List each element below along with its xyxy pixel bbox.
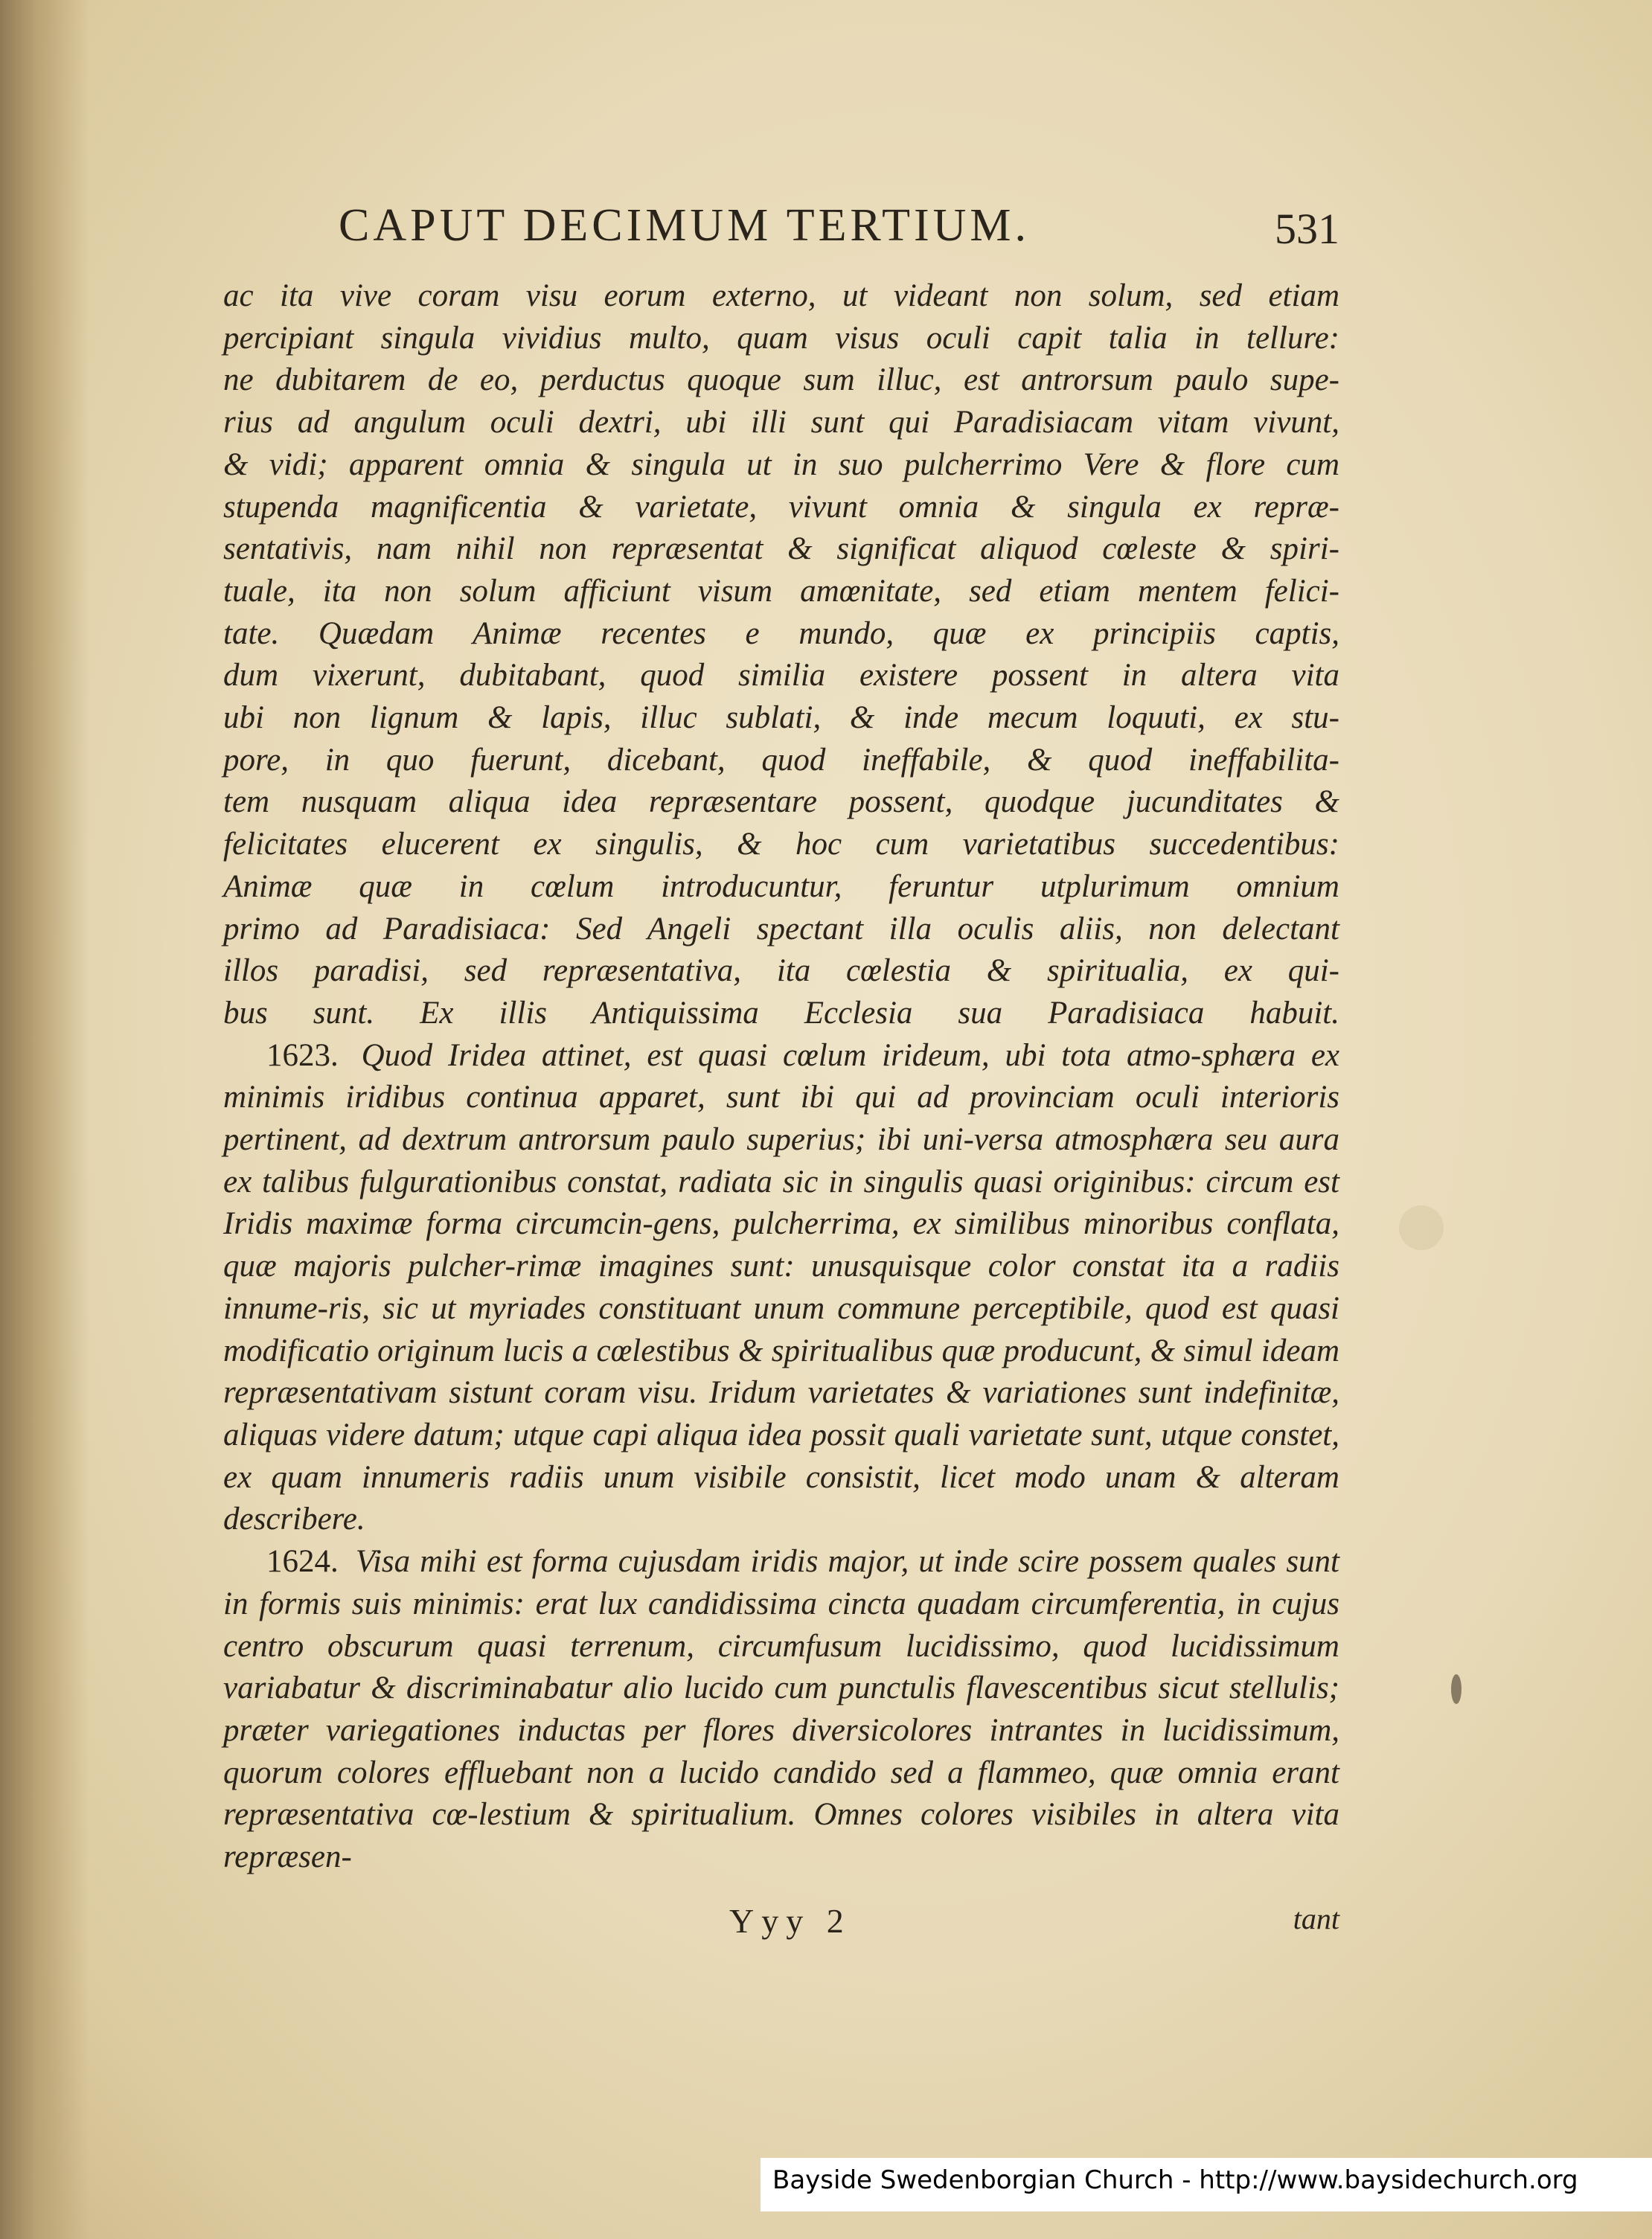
page-header [339,199,1339,259]
text-line: ubi non lignum & lapis, illuc sublati, & inde mecum loquuti, ex stu- [223,700,1339,736]
page-number: 531 [1275,205,1339,253]
text-line: Animæ quæ in cœlum introducuntur, feruntur utplurimum omnium [223,868,1339,904]
catchword: tant [1293,1902,1339,1935]
watermark-text: Bayside Swedenborgian Church - http://www.baysidechurch.org [772,2165,1578,2195]
text-line: pore, in quo fuerunt, dicebant, quod ineffabile, & quod ineffabilita- [223,742,1339,778]
paragraph-continued [223,275,1339,1035]
signature-mark: Yyy 2 [729,1902,851,1940]
text-line: tuale, ita non solum afficiunt visum amœnitate, sed etiam mentem felici- [223,573,1339,609]
text-line: illos paradisi, sed repræsentativa, ita cœlestia & spiritualia, ex qui- [223,953,1339,989]
section-number: 1623. [266,1037,339,1073]
text-line: sentativis, nam nihil non repræsentat & significat aliquod cœleste & spiri- [223,531,1339,567]
text-line: stupenda magnificentia & varietate, vivunt omnia & singula ex repræ- [223,489,1339,525]
body-text [223,275,1339,1879]
text-line: percipiant singula vividius multo, quam visus oculi capit talia in tellure: [223,320,1339,356]
paper-stain [1399,1205,1444,1250]
watermark-banner [761,2158,1652,2211]
text-line: & vidi; apparent omnia & singula ut in suo pulcherrimo Vere & flore cum [223,446,1339,482]
section-number: 1624. [266,1544,339,1580]
ink-mark [1451,1674,1461,1704]
section-1623 [223,1035,1339,1541]
text-line: primo ad Paradisiaca: Sed Angeli spectant illa oculis aliis, non delectant [223,911,1339,946]
text-line: bus sunt. Ex illis Antiquissima Ecclesia sua Paradisiaca habuit. [223,995,1339,1031]
text-line: ac ita vive coram visu eorum externo, ut videant non solum, sed etiam [223,278,1339,313]
text-line: ne dubitarem de eo, perductus quoque sum illuc, est antrorsum paulo supe- [223,362,1339,398]
book-gutter-shadow [0,0,89,2239]
section-text: Quod Iridea attinet, est quasi cœlum irideum, ubi tota atmo-sphæra ex minimis iridibus continua apparet, sunt ibi qui ad provinciam oculi interioris pertinent, ad dextrum antrorsum paulo superius; ibi uni-versa atmosphæra seu aura ex talibus fulgurationibus constat, radiata sic in singulis quasi originibus: circum est Iridis maximæ forma circumcin-gens, pulcherrima, ex similibus minoribus conflata, quæ majoris pulcher-rimæ imagines sunt: unusquisque color constat ita a radiis innume-ris, sic ut myriades constituant unum commune perceptibile, quod est quasi modificatio originum lucis a cœlestibus & spiritualibus quæ producunt, & simul ideam repræsentativam sistunt coram visu. Iridum varietates & variationes sunt indefinitæ, aliquas videre datum; utque capi aliqua idea possit quali varietate sunt, utque constet, ex quam innumeris radiis unum visibile consistit, licet modo unam & alteram describere. [223,1037,1339,1537]
text-line: felicitates elucerent ex singulis, & hoc cum varietatibus succedentibus: [223,827,1339,862]
text-line: rius ad angulum oculi dextri, ubi illi sunt qui Paradisiacam vitam vivunt, [223,405,1339,441]
section-1624 [223,1541,1339,1879]
text-line: dum vixerunt, dubitabant, quod similia existere possent in altera vita [223,658,1339,694]
text-line: tem nusquam aliqua idea repræsentare possent, quodque jucunditates & [223,784,1339,820]
running-head: CAPUT DECIMUM TERTIUM. [339,200,1030,251]
section-text: Visa mihi est forma cujusdam iridis major, ut inde scire possem quales sunt in formis suis minimis: erat lux candidissima cincta quadam circumferentia, in cujus centro obscurum quasi terrenum, circumfusum lucidissimo, quod lucidissimum variabatur & discriminabatur alio lucido cum punctulis flavescentibus sicut stellulis; præter variegationes inductas per flores diversicolores intrantes in lucidissimum, quorum colores effluebant non a lucido candido sed a flammeo, quæ omnia erant repræsentativa cœ-lestium & spiritualium. Omnes colores visibiles in altera vita repræsen- [223,1544,1340,1875]
page-footer [223,1901,1339,1946]
text-line: tate. Quædam Animæ recentes e mundo, quæ ex principiis captis, [223,615,1339,651]
